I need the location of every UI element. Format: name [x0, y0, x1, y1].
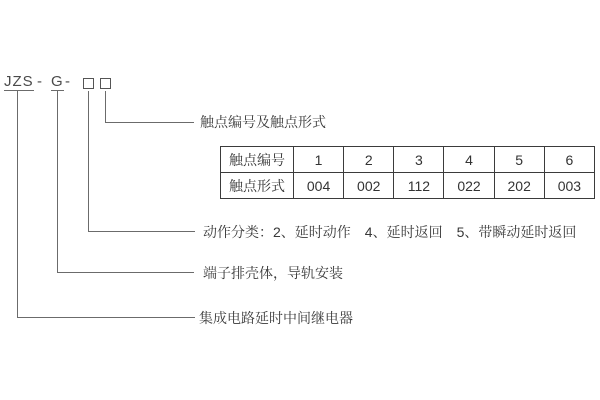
- contact-form-table: [220, 146, 595, 199]
- leader-hline-contacts: [105, 122, 194, 123]
- row-header-contact-form: 触点形式: [221, 173, 294, 199]
- placeholder-box-2-icon: [100, 78, 111, 89]
- leader-hline-relay-type: [17, 317, 195, 318]
- leader-hline-housing: [57, 272, 194, 273]
- table-cell: 4: [444, 147, 494, 173]
- leader-vline-prefix: [17, 90, 18, 318]
- placeholder-box-1-icon: [83, 78, 94, 89]
- table-cell: 3: [394, 147, 444, 173]
- table-cell: 5: [494, 147, 544, 173]
- callout-action-classification: 动作分类：2、延时动作 4、延时返回 5、带瞬动延时返回: [203, 224, 577, 240]
- table-cell: 002: [344, 173, 394, 199]
- model-code-series: G: [51, 73, 64, 90]
- leader-vline-series: [57, 90, 58, 273]
- table-row-contact-number: [221, 147, 595, 173]
- table-cell: 112: [394, 173, 444, 199]
- leader-hline-action: [88, 231, 195, 232]
- table-cell: 2: [344, 147, 394, 173]
- table-cell: 022: [444, 173, 494, 199]
- model-code-dash-1: -: [37, 73, 43, 90]
- leader-vline-box-1: [88, 91, 89, 232]
- table-cell: 1: [294, 147, 344, 173]
- table-cell: 004: [294, 173, 344, 199]
- table-cell: 6: [544, 147, 594, 173]
- leader-vline-box-2: [105, 91, 106, 123]
- callout-relay-type: 集成电路延时中间继电器: [199, 310, 353, 326]
- callout-contact-number-form: 触点编号及触点形式: [200, 114, 326, 130]
- callout-housing-mounting: 端子排壳体，导轨安装: [203, 265, 343, 281]
- model-code-dash-2: -: [65, 73, 71, 90]
- table-cell: 003: [544, 173, 594, 199]
- table-cell: 202: [494, 173, 544, 199]
- model-code-prefix: JZS: [4, 73, 34, 90]
- table-row-contact-form: [221, 173, 595, 199]
- row-header-contact-number: 触点编号: [221, 147, 294, 173]
